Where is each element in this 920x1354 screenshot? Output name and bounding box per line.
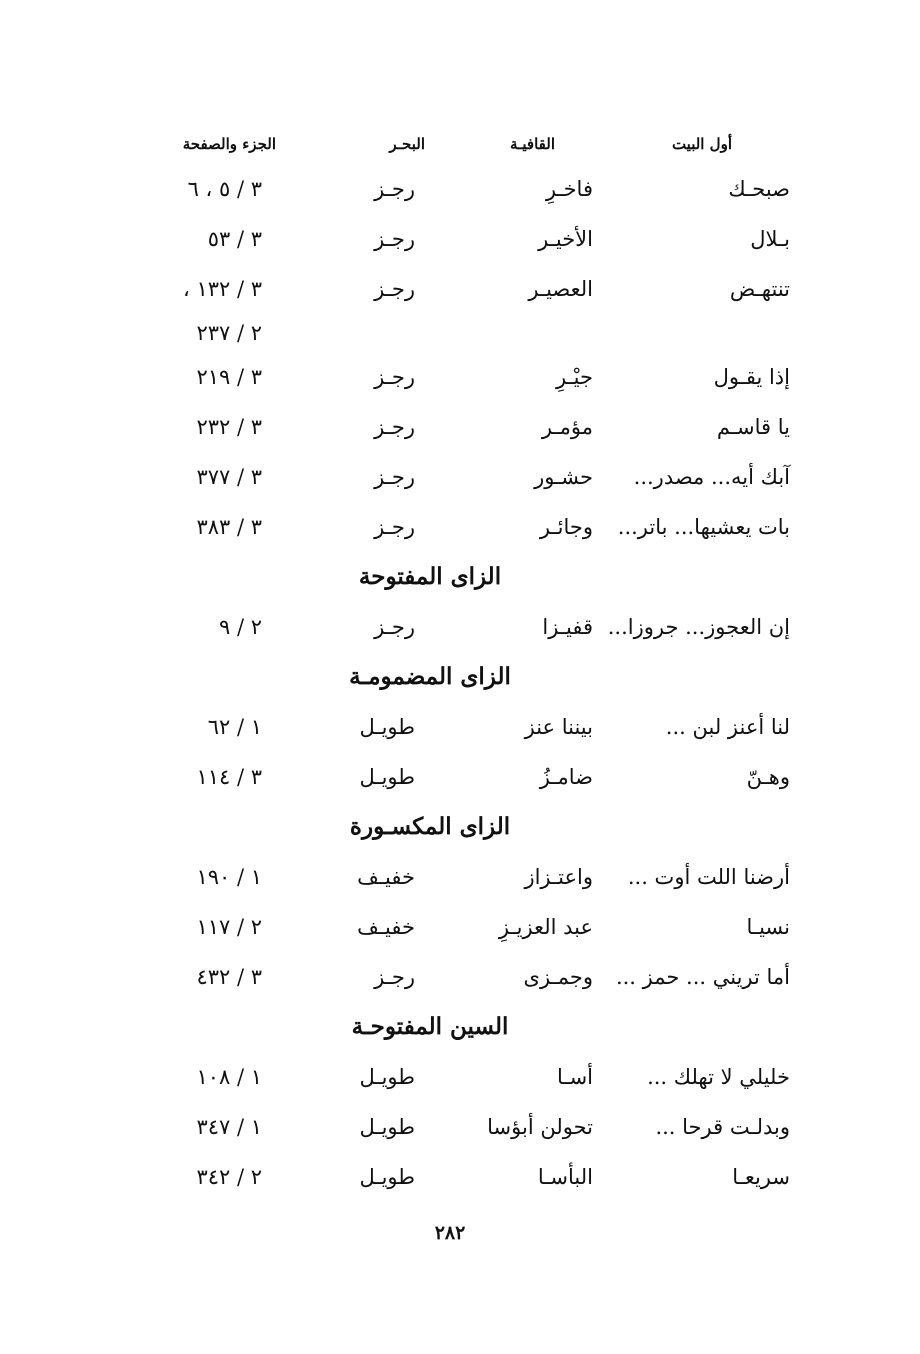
first-line: لنا أعنز لبن ...	[665, 715, 790, 739]
meter: طويـل	[359, 1065, 415, 1089]
first-line: يا قاسـم	[716, 415, 790, 439]
first-line: إذا يقـول	[713, 365, 790, 389]
table-row	[130, 952, 790, 1002]
meter: رجـز	[374, 515, 415, 539]
volume-page: ٣ / ٣٧٧	[196, 465, 262, 489]
volume-page: ٢ / ٣٤٢	[196, 1165, 262, 1189]
header-rhyme: القافيـة	[509, 135, 555, 153]
first-line: أما تريني ... حمز ...	[615, 965, 790, 989]
table-row	[130, 852, 790, 902]
table-row	[130, 502, 790, 552]
volume-page: ١ / ٦٢	[207, 715, 262, 739]
header-volume-page: الجزء والصفحة	[182, 135, 276, 153]
rhyme: تحولن أبؤسا	[487, 1115, 593, 1139]
volume-page: ١ / ٣٤٧	[196, 1115, 262, 1139]
volume-page: ٢ / ٢٣٧	[196, 321, 262, 345]
rhyme: عبد العزيـزِ	[498, 915, 593, 939]
first-line: تنتهـض	[729, 277, 790, 301]
meter: رجـز	[374, 277, 415, 301]
page-number: ٢٨٢	[434, 1222, 466, 1244]
meter: رجـز	[374, 227, 415, 251]
header-first-line: أول البيت	[671, 135, 732, 153]
section-heading: الزاى المكسـورة	[349, 813, 511, 840]
first-line: أرضنا اللت أوت ...	[627, 865, 790, 889]
first-line: خليلي لا تهلك ...	[647, 1065, 790, 1089]
table-row	[130, 164, 790, 214]
meter: رجـز	[374, 615, 415, 639]
volume-page: ١ / ١٩٠	[196, 865, 262, 889]
table-row	[130, 902, 790, 952]
volume-page: ٢ / ١١٧	[196, 915, 262, 939]
rhyme: وجمـزى	[523, 965, 593, 989]
meter: طويـل	[359, 1165, 415, 1189]
first-line: وبدلـت قرحا ...	[655, 1115, 790, 1139]
meter: طويـل	[359, 1115, 415, 1139]
meter: رجـز	[374, 465, 415, 489]
table-row	[130, 1102, 790, 1152]
meter: رجـز	[374, 177, 415, 201]
first-line: بـلال	[750, 227, 790, 251]
rhyme: ضامـزُ	[539, 765, 593, 789]
volume-page: ٢ / ٩	[219, 615, 262, 639]
first-line: آبك أيه... مصدر...	[633, 465, 790, 489]
meter: خفيـف	[357, 865, 415, 889]
rhyme: أسـا	[557, 1065, 593, 1089]
section-heading: السين المفتوحـة	[351, 1013, 509, 1040]
rhyme: فاخـرِ	[545, 177, 593, 201]
table-row	[130, 402, 790, 452]
first-line: صبحـك	[728, 177, 790, 201]
volume-page: ٣ / ١٣٢ ،	[182, 277, 262, 301]
rhyme: قفيـزا	[542, 615, 593, 639]
rhyme: واعتـزاز	[524, 865, 593, 889]
rhyme: بيننا عنز	[524, 715, 593, 739]
table-row	[130, 702, 790, 752]
volume-page: ٣ / ٣٨٣	[196, 515, 262, 539]
table-row	[130, 352, 790, 402]
meter: رجـز	[374, 965, 415, 989]
verse-index-table	[130, 124, 790, 1202]
rhyme: جيْـرِ	[555, 365, 593, 389]
volume-page: ١ / ١٠٨	[196, 1065, 262, 1089]
section-heading: الزاى المفتوحة	[358, 563, 502, 590]
meter: خفيـف	[357, 915, 415, 939]
rhyme: العصيـر	[528, 277, 593, 301]
volume-page: ٣ / ٤٣٢	[196, 965, 262, 989]
table-row	[130, 452, 790, 502]
table-row	[130, 752, 790, 802]
meter: رجـز	[374, 415, 415, 439]
volume-page: ٣ / ١١٤	[196, 765, 262, 789]
rhyme: وجائـر	[539, 515, 593, 539]
table-row	[130, 1152, 790, 1202]
meter: رجـز	[374, 365, 415, 389]
table-row-continuation	[130, 314, 790, 352]
table-row	[130, 264, 790, 314]
volume-page: ٣ / ٥٣	[207, 227, 262, 251]
meter: طويـل	[359, 765, 415, 789]
table-header	[130, 124, 790, 164]
volume-page: ٣ / ٢٣٢	[196, 415, 262, 439]
first-line: وهـنّ	[746, 765, 790, 789]
header-meter: البحـر	[389, 135, 425, 153]
first-line: إن العجوز... جروزا...	[607, 615, 790, 639]
rhyme: البأسـا	[537, 1165, 593, 1189]
meter: طويـل	[359, 715, 415, 739]
rhyme: حشـور	[534, 465, 593, 489]
table-row	[130, 214, 790, 264]
volume-page: ٣ / ٥ ، ٦	[187, 177, 262, 201]
table-row	[130, 1052, 790, 1102]
rhyme: الأخيـر	[538, 227, 593, 251]
section-heading: الزاى المضمومـة	[349, 663, 511, 690]
first-line: سريعـا	[732, 1165, 790, 1189]
first-line: نسيـا	[746, 915, 790, 939]
rhyme: مؤمـر	[541, 415, 593, 439]
volume-page: ٣ / ٢١٩	[196, 365, 262, 389]
first-line: بات يعشيها... باتر...	[617, 515, 790, 539]
table-row	[130, 602, 790, 652]
